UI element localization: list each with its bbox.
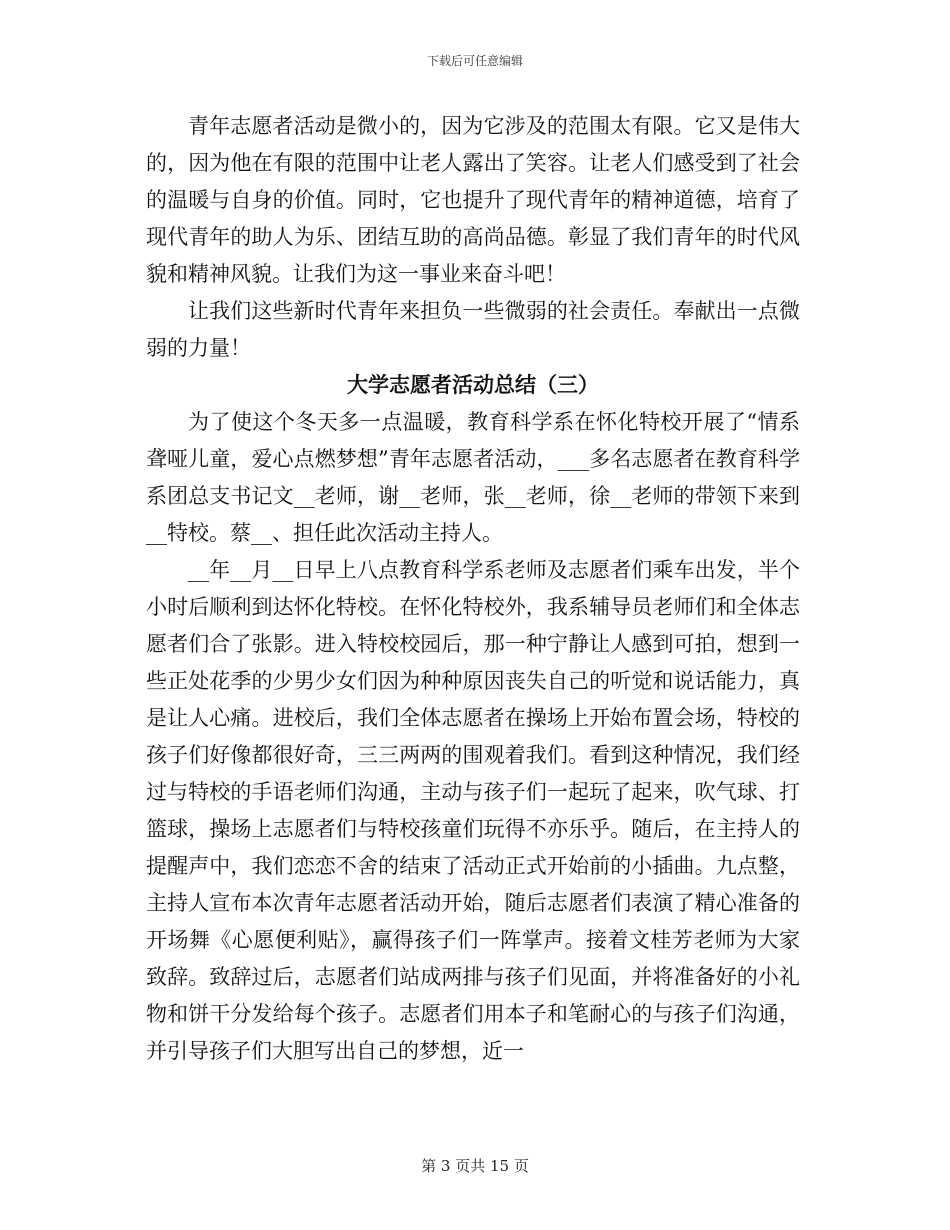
- paragraph-2: 让我们这些新时代青年来担负一些微弱的社会责任。奉献出一点微弱的力量！: [146, 299, 800, 360]
- paragraph-4: __年__月__日早上八点教育科学系老师及志愿者们乘车出发，半个小时后顺利到达怀化特校。在怀化特校外，我系辅导员老师们和全体志愿者们合了张影。进入特校校园后，那一种宁静让人感到可拍，想到一些正处花季的少男少女们因为种种原因丧失自己的听觉和说话能力，真是让人心痛。进校后，我们全体志愿者在操场上开始布置会场，特校的孩子们好像都很好奇，三三两两的围观着我们。看到这种情况，我们经过与特校的手语老师们沟通，主动与孩子们一起玩了起来，吹气球、打篮球，操场上志愿者们与特校孩童们玩得不亦乐乎。随后，在主持人的提醒声中，我们恋恋不舍的结束了活动正式开始前的小插曲。九点整，主持人宣布本次青年志愿者活动开始，随后志愿者们表演了精心准备的开场舞《心愿便利贴》，赢得孩子们一阵掌声。接着文桂芳老师为大家致辞。致辞过后，志愿者们站成两排与孩子们见面，并将准备好的小礼物和饼干分发给每个孩子。志愿者们用本子和笔耐心的与孩子们沟通，并引导孩子们大胆写出自己的梦想，近一: [146, 558, 800, 1063]
- paragraph-3: 为了使这个冬天多一点温暖，教育科学系在怀化特校开展了“情系聋哑儿童，爱心点燃梦想”青年志愿者活动，___多名志愿者在教育科学系团总支书记文__老师，谢__老师，张__老师，徐__老师的带领下来到__特校。蔡__、担任此次活动主持人。: [146, 410, 800, 545]
- document-body: [146, 108, 800, 1070]
- section-title: 大学志愿者活动总结（三）: [347, 373, 599, 397]
- page-footer: 第 3 页共 15 页: [421, 1157, 529, 1175]
- page-header: 下载后可任意编辑: [426, 54, 523, 68]
- paragraph-1: 青年志愿者活动是微小的，因为它涉及的范围太有限。它又是伟大的，因为他在有限的范围中让老人露出了笑容。让老人们感受到了社会的温暖与自身的价值。同时，它也提升了现代青年的精神道德，培育了现代青年的助人为乐、团结互助的高尚品德。彰显了我们青年的时代风貌和精神风貌。让我们为这一事业来奋斗吧！: [146, 114, 800, 286]
